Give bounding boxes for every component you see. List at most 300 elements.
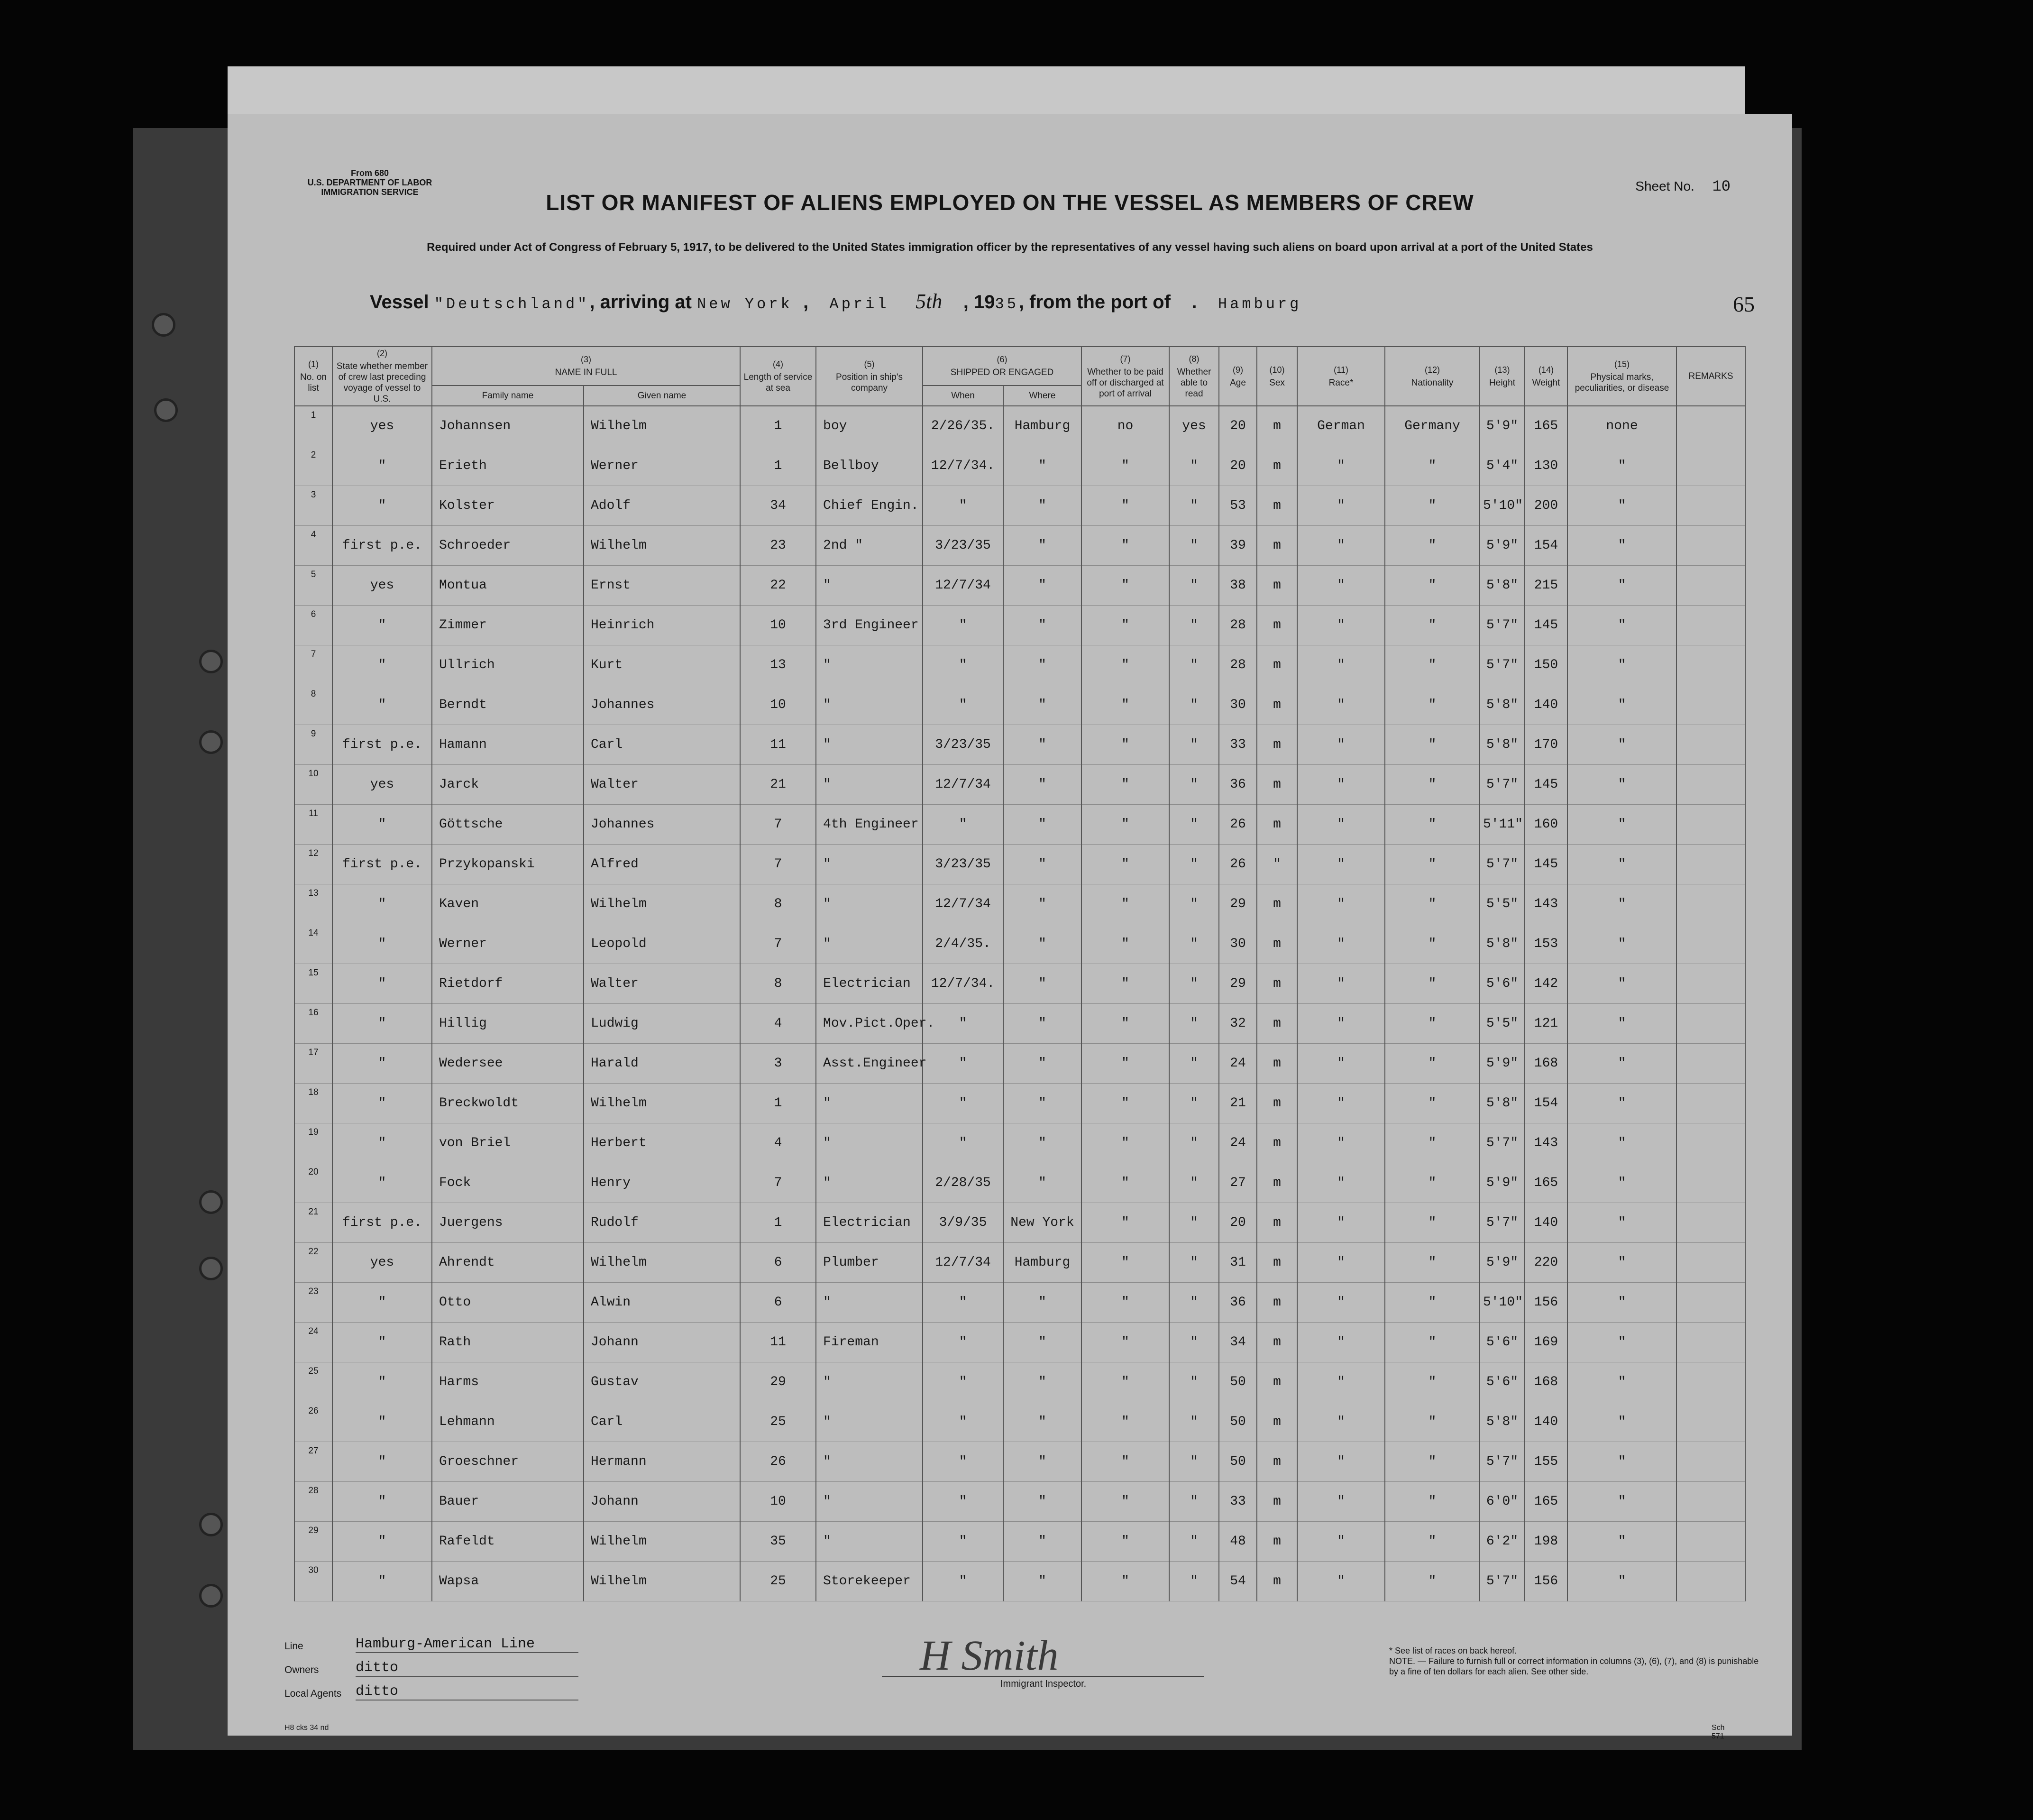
cell-previous-voyage: yes — [332, 1243, 432, 1283]
cell-paid-off: " — [1081, 1044, 1169, 1084]
table-row — [294, 1044, 1745, 1084]
table-row — [294, 606, 1745, 645]
cell-position: " — [816, 1522, 923, 1562]
cell-age: 50 — [1219, 1362, 1257, 1402]
cell-weight: 140 — [1525, 1203, 1567, 1243]
cell-remarks — [1676, 1004, 1745, 1044]
cell-position: Fireman — [816, 1323, 923, 1362]
cell-height: 5'11" — [1480, 805, 1525, 845]
cell-shipped-where: " — [1003, 964, 1081, 1004]
cell-list-number: 8 — [294, 685, 332, 725]
cell-sex: m — [1257, 725, 1297, 765]
cell-sex: m — [1257, 486, 1297, 526]
cell-race: " — [1297, 1044, 1385, 1084]
cell-sex: m — [1257, 1562, 1297, 1601]
cell-physical-marks: " — [1567, 924, 1676, 964]
cell-length-of-service: 34 — [740, 486, 816, 526]
table-row — [294, 1163, 1745, 1203]
cell-age: 36 — [1219, 1283, 1257, 1323]
table-row — [294, 1243, 1745, 1283]
cell-age: 34 — [1219, 1323, 1257, 1362]
cell-given-name: Wilhelm — [584, 1522, 740, 1562]
cell-shipped-where: " — [1003, 1562, 1081, 1601]
cell-given-name: Johann — [584, 1482, 740, 1522]
cell-age: 28 — [1219, 606, 1257, 645]
cell-position: " — [816, 1362, 923, 1402]
from-port-label: , from the port of — [1018, 292, 1171, 313]
cell-paid-off: " — [1081, 805, 1169, 845]
cell-paid-off: " — [1081, 526, 1169, 566]
cell-previous-voyage: " — [332, 446, 432, 486]
cell-height: 5'9" — [1480, 526, 1525, 566]
cell-given-name: Kurt — [584, 645, 740, 685]
cell-physical-marks: " — [1567, 446, 1676, 486]
cell-physical-marks: " — [1567, 1442, 1676, 1482]
cell-position: 3rd Engineer — [816, 606, 923, 645]
cell-family-name: Johannsen — [432, 406, 584, 446]
cell-paid-off: " — [1081, 1163, 1169, 1203]
table-row — [294, 765, 1745, 805]
cell-age: 24 — [1219, 1044, 1257, 1084]
cell-race: " — [1297, 1123, 1385, 1163]
cell-race: " — [1297, 1522, 1385, 1562]
cell-sex: m — [1257, 1243, 1297, 1283]
cell-shipped-where: " — [1003, 805, 1081, 845]
cell-nationality: " — [1385, 606, 1480, 645]
table-row — [294, 845, 1745, 884]
cell-paid-off: " — [1081, 1362, 1169, 1402]
cell-able-to-read: " — [1169, 1044, 1219, 1084]
table-row — [294, 1402, 1745, 1442]
cell-race: " — [1297, 685, 1385, 725]
cell-family-name: Kaven — [432, 884, 584, 924]
cell-length-of-service: 6 — [740, 1243, 816, 1283]
cell-remarks — [1676, 1442, 1745, 1482]
table-row — [294, 725, 1745, 765]
cell-shipped-when: " — [923, 1084, 1003, 1123]
cell-age: 39 — [1219, 526, 1257, 566]
cell-physical-marks: " — [1567, 765, 1676, 805]
cell-remarks — [1676, 1402, 1745, 1442]
cell-position: Plumber — [816, 1243, 923, 1283]
cell-sex: m — [1257, 1362, 1297, 1402]
cell-remarks — [1676, 805, 1745, 845]
cell-family-name: Montua — [432, 566, 584, 606]
cell-previous-voyage: " — [332, 1482, 432, 1522]
cell-list-number: 16 — [294, 1004, 332, 1044]
table-body — [294, 406, 1745, 1601]
cell-position: Bellboy — [816, 446, 923, 486]
cell-physical-marks: " — [1567, 486, 1676, 526]
cell-weight: 165 — [1525, 1482, 1567, 1522]
cell-able-to-read: " — [1169, 1442, 1219, 1482]
cell-previous-voyage: " — [332, 1123, 432, 1163]
cell-shipped-when: " — [923, 1442, 1003, 1482]
cell-weight: 168 — [1525, 1044, 1567, 1084]
cell-able-to-read: " — [1169, 1123, 1219, 1163]
cell-physical-marks: " — [1567, 606, 1676, 645]
cell-given-name: Gustav — [584, 1362, 740, 1402]
cell-race: " — [1297, 606, 1385, 645]
cell-height: 5'7" — [1480, 1123, 1525, 1163]
cell-given-name: Wilhelm — [584, 884, 740, 924]
cell-remarks — [1676, 566, 1745, 606]
cell-list-number: 23 — [294, 1283, 332, 1323]
cell-height: 5'7" — [1480, 1203, 1525, 1243]
cell-previous-voyage: " — [332, 606, 432, 645]
arrival-month: April — [829, 295, 889, 313]
cell-length-of-service: 4 — [740, 1123, 816, 1163]
cell-nationality: " — [1385, 964, 1480, 1004]
cell-sex: m — [1257, 964, 1297, 1004]
cell-physical-marks: none — [1567, 406, 1676, 446]
col-shipped-engaged: (6) SHIPPED OR ENGAGED — [923, 347, 1081, 386]
cell-height: 5'5" — [1480, 1004, 1525, 1044]
cell-age: 53 — [1219, 486, 1257, 526]
line-label: Line — [284, 1641, 303, 1652]
cell-length-of-service: 23 — [740, 526, 816, 566]
cell-shipped-when: 12/7/34. — [923, 446, 1003, 486]
cell-nationality: " — [1385, 845, 1480, 884]
cell-shipped-when: 3/9/35 — [923, 1203, 1003, 1243]
cell-given-name: Wilhelm — [584, 1084, 740, 1123]
cell-remarks — [1676, 1243, 1745, 1283]
cell-physical-marks: " — [1567, 566, 1676, 606]
form-code-right: Sch 571 — [1712, 1724, 1725, 1740]
sheet-number-label: Sheet No. — [1635, 179, 1694, 193]
stamped-page-number: 65 — [1733, 292, 1755, 316]
cell-shipped-when: 2/4/35. — [923, 924, 1003, 964]
col-position: (5) Position in ship's company — [816, 347, 923, 406]
cell-shipped-where: " — [1003, 1044, 1081, 1084]
cell-given-name: Ernst — [584, 566, 740, 606]
cell-height: 5'7" — [1480, 845, 1525, 884]
cell-height: 5'6" — [1480, 964, 1525, 1004]
cell-nationality: " — [1385, 526, 1480, 566]
cell-previous-voyage: first p.e. — [332, 845, 432, 884]
cell-physical-marks: " — [1567, 1522, 1676, 1562]
table-row — [294, 406, 1745, 446]
cell-weight: 145 — [1525, 765, 1567, 805]
punch-hole — [152, 313, 175, 337]
cell-shipped-where: " — [1003, 606, 1081, 645]
col-race: (11) Race* — [1297, 347, 1385, 406]
cell-able-to-read: " — [1169, 805, 1219, 845]
cell-able-to-read: " — [1169, 884, 1219, 924]
cell-race: " — [1297, 446, 1385, 486]
cell-shipped-when: " — [923, 1562, 1003, 1601]
cell-physical-marks: " — [1567, 725, 1676, 765]
cell-list-number: 18 — [294, 1084, 332, 1123]
table-row — [294, 924, 1745, 964]
sheet-number-value: 10 — [1712, 178, 1731, 195]
cell-given-name: Wilhelm — [584, 526, 740, 566]
cell-previous-voyage: yes — [332, 566, 432, 606]
cell-shipped-where: " — [1003, 1402, 1081, 1442]
inspector-label: Immigrant Inspector. — [1000, 1679, 1087, 1689]
cell-given-name: Ludwig — [584, 1004, 740, 1044]
punch-hole — [199, 650, 223, 673]
cell-family-name: Juergens — [432, 1203, 584, 1243]
cell-sex: m — [1257, 765, 1297, 805]
cell-weight: 130 — [1525, 446, 1567, 486]
cell-shipped-when: " — [923, 486, 1003, 526]
cell-race: " — [1297, 845, 1385, 884]
cell-able-to-read: yes — [1169, 406, 1219, 446]
cell-physical-marks: " — [1567, 1123, 1676, 1163]
cell-list-number: 14 — [294, 924, 332, 964]
cell-height: 5'8" — [1480, 725, 1525, 765]
cell-paid-off: " — [1081, 845, 1169, 884]
cell-shipped-where: " — [1003, 526, 1081, 566]
col-physical-marks: (15) Physical marks, peculiarities, or disease — [1567, 347, 1676, 406]
arriving-label: , arriving at — [589, 292, 692, 313]
punch-hole — [199, 1190, 223, 1214]
cell-family-name: Lehmann — [432, 1402, 584, 1442]
cell-race: " — [1297, 1243, 1385, 1283]
cell-previous-voyage: " — [332, 1044, 432, 1084]
cell-length-of-service: 1 — [740, 446, 816, 486]
table-row — [294, 526, 1745, 566]
cell-weight: 168 — [1525, 1362, 1567, 1402]
cell-shipped-where: " — [1003, 725, 1081, 765]
cell-able-to-read: " — [1169, 1562, 1219, 1601]
cell-given-name: Hermann — [584, 1442, 740, 1482]
cell-age: 26 — [1219, 845, 1257, 884]
col-previous-voyage: (2) State whether member of crew last preceding voyage of vessel to U.S. — [332, 347, 432, 406]
cell-physical-marks: " — [1567, 1044, 1676, 1084]
cell-list-number: 13 — [294, 884, 332, 924]
cell-race: " — [1297, 645, 1385, 685]
cell-height: 5'6" — [1480, 1323, 1525, 1362]
cell-list-number: 20 — [294, 1163, 332, 1203]
cell-able-to-read: " — [1169, 566, 1219, 606]
cell-age: 20 — [1219, 446, 1257, 486]
cell-remarks — [1676, 1323, 1745, 1362]
cell-paid-off: " — [1081, 566, 1169, 606]
cell-position: " — [816, 924, 923, 964]
cell-given-name: Heinrich — [584, 606, 740, 645]
cell-given-name: Johannes — [584, 805, 740, 845]
cell-height: 5'8" — [1480, 1084, 1525, 1123]
cell-shipped-when: " — [923, 1482, 1003, 1522]
cell-length-of-service: 1 — [740, 1084, 816, 1123]
cell-list-number: 2 — [294, 446, 332, 486]
cell-remarks — [1676, 486, 1745, 526]
cell-paid-off: " — [1081, 1562, 1169, 1601]
cell-sex: m — [1257, 1522, 1297, 1562]
cell-list-number: 11 — [294, 805, 332, 845]
cell-remarks — [1676, 884, 1745, 924]
cell-previous-voyage: first p.e. — [332, 526, 432, 566]
table-row — [294, 446, 1745, 486]
cell-position: " — [816, 765, 923, 805]
cell-remarks — [1676, 725, 1745, 765]
punch-hole — [154, 398, 178, 422]
cell-able-to-read: " — [1169, 725, 1219, 765]
cell-physical-marks: " — [1567, 685, 1676, 725]
table-row — [294, 1562, 1745, 1601]
cell-family-name: Wapsa — [432, 1562, 584, 1601]
cell-remarks — [1676, 406, 1745, 446]
cell-able-to-read: " — [1169, 1402, 1219, 1442]
cell-remarks — [1676, 765, 1745, 805]
col-age: (9) Age — [1219, 347, 1257, 406]
cell-paid-off: " — [1081, 1084, 1169, 1123]
cell-previous-voyage: " — [332, 1562, 432, 1601]
cell-height: 5'9" — [1480, 406, 1525, 446]
cell-family-name: Werner — [432, 924, 584, 964]
cell-length-of-service: 11 — [740, 725, 816, 765]
cell-physical-marks: " — [1567, 645, 1676, 685]
col-sex: (10) Sex — [1257, 347, 1297, 406]
cell-shipped-when: 12/7/34 — [923, 566, 1003, 606]
cell-length-of-service: 8 — [740, 884, 816, 924]
cell-family-name: Erieth — [432, 446, 584, 486]
cell-age: 20 — [1219, 406, 1257, 446]
cell-height: 5'9" — [1480, 1163, 1525, 1203]
cell-able-to-read: " — [1169, 1084, 1219, 1123]
cell-position: Electrician — [816, 964, 923, 1004]
cell-physical-marks: " — [1567, 1084, 1676, 1123]
cell-physical-marks: " — [1567, 964, 1676, 1004]
cell-age: 38 — [1219, 566, 1257, 606]
punch-hole — [199, 1513, 223, 1536]
cell-given-name: Leopold — [584, 924, 740, 964]
cell-height: 5'5" — [1480, 884, 1525, 924]
table-row — [294, 884, 1745, 924]
table-row — [294, 1084, 1745, 1123]
cell-shipped-where: " — [1003, 1522, 1081, 1562]
table-row — [294, 1442, 1745, 1482]
cell-paid-off: " — [1081, 1442, 1169, 1482]
cell-age: 26 — [1219, 805, 1257, 845]
cell-age: 50 — [1219, 1442, 1257, 1482]
cell-given-name: Wilhelm — [584, 1562, 740, 1601]
cell-previous-voyage: yes — [332, 406, 432, 446]
cell-shipped-when: " — [923, 1402, 1003, 1442]
cell-sex: m — [1257, 1203, 1297, 1243]
cell-weight: 145 — [1525, 845, 1567, 884]
cell-remarks — [1676, 845, 1745, 884]
cell-height: 5'7" — [1480, 1442, 1525, 1482]
signature-line — [882, 1676, 1204, 1677]
cell-height: 6'2" — [1480, 1522, 1525, 1562]
cell-nationality: " — [1385, 446, 1480, 486]
vessel-name: "Deutschland" — [434, 295, 590, 313]
cell-sex: m — [1257, 1084, 1297, 1123]
cell-remarks — [1676, 1522, 1745, 1562]
cell-shipped-where: " — [1003, 1123, 1081, 1163]
cell-family-name: Rietdorf — [432, 964, 584, 1004]
cell-age: 54 — [1219, 1562, 1257, 1601]
local-agents-value: ditto — [356, 1683, 578, 1701]
col-height: (13) Height — [1480, 347, 1525, 406]
cell-shipped-when: " — [923, 805, 1003, 845]
arrival-day: 5th — [916, 290, 943, 313]
cell-nationality: " — [1385, 725, 1480, 765]
cell-family-name: Göttsche — [432, 805, 584, 845]
table-row — [294, 805, 1745, 845]
cell-position: Chief Engin. — [816, 486, 923, 526]
cell-able-to-read: " — [1169, 446, 1219, 486]
cell-shipped-when: " — [923, 645, 1003, 685]
cell-paid-off: " — [1081, 1402, 1169, 1442]
cell-age: 24 — [1219, 1123, 1257, 1163]
footer-note — [1389, 1645, 1759, 1677]
cell-previous-voyage: " — [332, 1283, 432, 1323]
cell-nationality: " — [1385, 1044, 1480, 1084]
owners-label: Owners — [284, 1664, 319, 1675]
cell-paid-off: no — [1081, 406, 1169, 446]
cell-shipped-when: 12/7/34 — [923, 765, 1003, 805]
cell-list-number: 15 — [294, 964, 332, 1004]
cell-position: boy — [816, 406, 923, 446]
cell-nationality: " — [1385, 1203, 1480, 1243]
cell-physical-marks: " — [1567, 1362, 1676, 1402]
cell-shipped-where: " — [1003, 1323, 1081, 1362]
vessel-line: Vessel "Deutschland", arriving at New York , April 5th , 1935, from the port of . Hamburg — [370, 290, 1302, 313]
cell-remarks — [1676, 685, 1745, 725]
cell-sex: m — [1257, 924, 1297, 964]
cell-previous-voyage: " — [332, 645, 432, 685]
cell-height: 5'8" — [1480, 685, 1525, 725]
cell-list-number: 1 — [294, 406, 332, 446]
cell-nationality: " — [1385, 1283, 1480, 1323]
cell-shipped-when: 12/7/34. — [923, 964, 1003, 1004]
cell-family-name: von Briel — [432, 1123, 584, 1163]
cell-list-number: 6 — [294, 606, 332, 645]
race-note: * See list of races on back hereof. — [1389, 1646, 1517, 1655]
cell-able-to-read: " — [1169, 486, 1219, 526]
cell-nationality: " — [1385, 1004, 1480, 1044]
cell-weight: 142 — [1525, 964, 1567, 1004]
table-row — [294, 645, 1745, 685]
cell-paid-off: " — [1081, 1482, 1169, 1522]
cell-length-of-service: 22 — [740, 566, 816, 606]
cell-previous-voyage: " — [332, 1522, 432, 1562]
cell-paid-off: " — [1081, 884, 1169, 924]
cell-position: " — [816, 1402, 923, 1442]
table-row — [294, 1203, 1745, 1243]
cell-sex: m — [1257, 685, 1297, 725]
cell-list-number: 22 — [294, 1243, 332, 1283]
cell-weight: 165 — [1525, 1163, 1567, 1203]
cell-nationality: " — [1385, 486, 1480, 526]
cell-able-to-read: " — [1169, 1283, 1219, 1323]
cell-age: 27 — [1219, 1163, 1257, 1203]
cell-able-to-read: " — [1169, 1482, 1219, 1522]
cell-family-name: Otto — [432, 1283, 584, 1323]
cell-given-name: Walter — [584, 765, 740, 805]
col-paid-off: (7) Whether to be paid off or discharged at port of arrival — [1081, 347, 1169, 406]
cell-weight: 143 — [1525, 1123, 1567, 1163]
cell-shipped-where: " — [1003, 446, 1081, 486]
cell-shipped-when: " — [923, 685, 1003, 725]
cell-race: " — [1297, 1442, 1385, 1482]
cell-paid-off: " — [1081, 1522, 1169, 1562]
cell-remarks — [1676, 964, 1745, 1004]
col-given-name: Given name — [584, 386, 740, 406]
cell-sex: m — [1257, 406, 1297, 446]
cell-remarks — [1676, 606, 1745, 645]
cell-given-name: Herbert — [584, 1123, 740, 1163]
cell-weight: 156 — [1525, 1283, 1567, 1323]
cell-family-name: Kolster — [432, 486, 584, 526]
col-where: Where — [1003, 386, 1081, 406]
cell-paid-off: " — [1081, 964, 1169, 1004]
punch-hole — [199, 1584, 223, 1608]
